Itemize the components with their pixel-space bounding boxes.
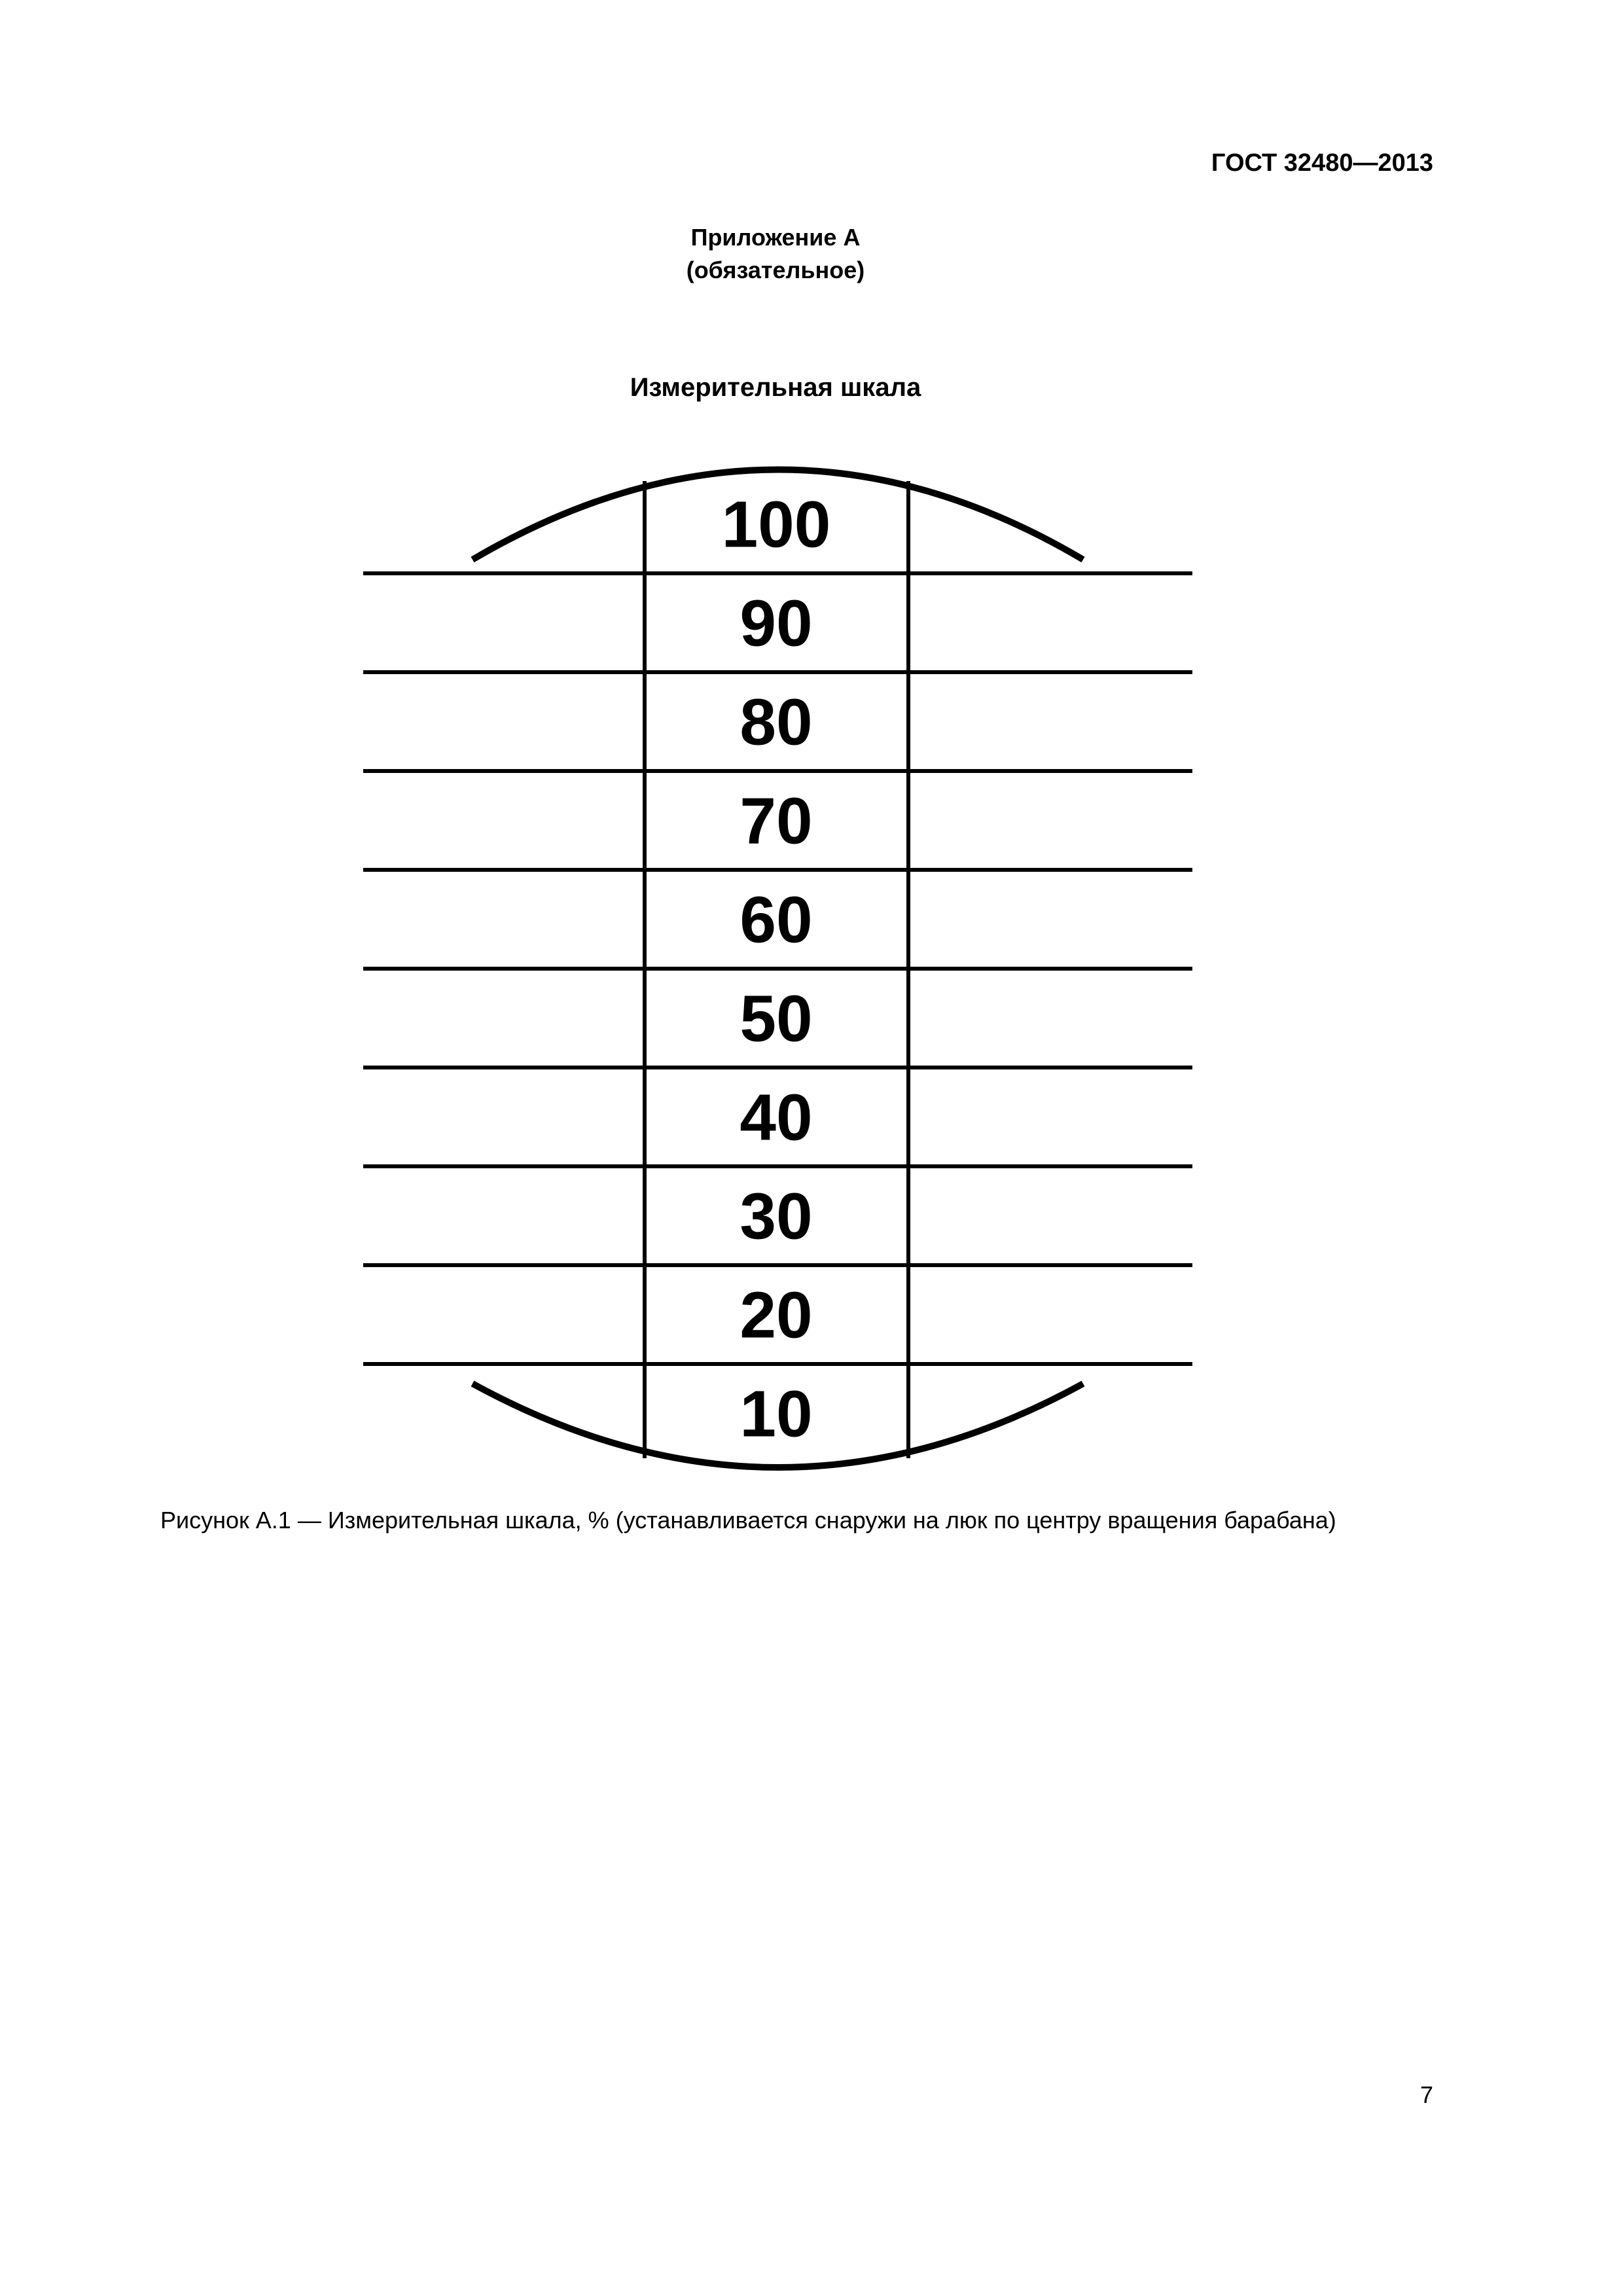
scale-label: 40	[740, 1081, 813, 1155]
document-code: ГОСТ 32480—2013	[1211, 149, 1433, 177]
scale-label: 20	[740, 1278, 813, 1352]
figure-heading: Измерительная шкала	[630, 373, 921, 402]
scale-label: 60	[740, 883, 813, 957]
scale-label: 80	[740, 685, 813, 759]
scale-label: 50	[740, 982, 813, 1056]
scale-label: 10	[740, 1377, 813, 1451]
figure-caption: Рисунок А.1 — Измерительная шкала, % (устанавливается снаружи на люк по центру вращения барабана)	[160, 1507, 1336, 1534]
appendix-title: Приложение А	[690, 224, 861, 251]
scale-label: 90	[740, 586, 813, 660]
scale-label: 30	[740, 1179, 813, 1253]
scale-label: 100	[721, 488, 831, 562]
appendix-status: (обязательное)	[686, 257, 865, 283]
scale-label: 70	[740, 784, 813, 858]
page-number: 7	[1419, 2081, 1433, 2108]
